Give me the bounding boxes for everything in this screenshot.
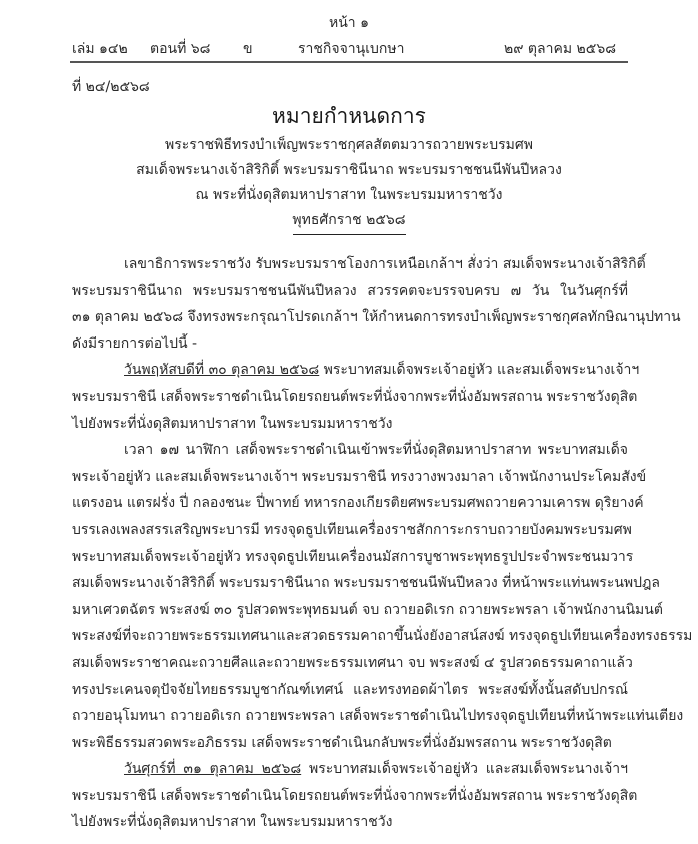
volume-label: เล่ม ๑๔๒: [72, 41, 128, 57]
body-line: แตรงอน แตรฝรั่ง ปี่ กลองชนะ ปี่พาทย์ ทหารกองเกียรติยศพระบรมศพถวายความเคารพ ดุริยางค์: [72, 495, 644, 512]
document-body: [72, 251, 693, 836]
page-number: หน้า ๑: [329, 15, 369, 31]
body-line: เลขาธิการพระราชวัง รับพระบรมราชโองการเหนือเกล้าฯ สั่งว่า สมเด็จพระนางเจ้าสิริกิติ์: [124, 256, 646, 272]
gazette-name: ราชกิจจานุเบกษา: [298, 41, 405, 57]
body-line: ถวายอนุโมทนา ถวายอดิเรก ถวายพระพรลา เสด็จพระราชดำเนินไปทรงจุดธูปเทียนที่หน้าพระแท่นเตียง: [72, 708, 684, 725]
body-line: ทรงประเคนจตุปัจจัยไทยธรรมบูชากัณฑ์เทศน์ และทรงทอดผ้าไตร พระสงฆ์ทั้งนั้นสดับปกรณ์: [72, 681, 628, 698]
body-line: พระสงฆ์ที่จะถวายพระธรรมเทศนาและสวดธรรมคาถาขึ้นนั่งยังอาสน์สงฆ์ ทรงจุดธูปเทียนเครื่องทรงธรรม: [72, 628, 693, 645]
subtitle-year: พุทธศักราช ๒๕๖๘: [292, 212, 406, 228]
body-line: พระบรมราชินี เสด็จพระราชดำเนินโดยรถยนต์พระที่นั่งจากพระที่นั่งอัมพรสถาน พระราชวังดุสิต: [72, 787, 638, 804]
body-line: ดังมีรายการต่อไปนี้ -: [72, 335, 198, 352]
body-line: ๓๑ ตุลาคม ๒๕๖๘ จึงทรงพระกรุณาโปรดเกล้าฯ ให้กำหนดการทรงบำเพ็ญพระราชกุศลทักษิณานุปทาน: [72, 309, 681, 326]
subtitle-line: สมเด็จพระนางเจ้าสิริกิติ์ พระบรมราชินีนาถ พระบรมราชชนนีพันปีหลวง: [136, 162, 562, 178]
body-line: เวลา ๑๗ นาฬิกา เสด็จพระราชดำเนินเข้าพระที่นั่งดุสิตมหาปราสาท พระบาทสมเด็จ: [124, 442, 628, 459]
subtitle-line: พระราชพิธีทรงบำเพ็ญพระราชกุศลสัตตมวารถวายพระบรมศพ: [165, 137, 533, 153]
schedule-date-thursday: วันพฤหัสบดีที่ ๓๐ ตุลาคม ๒๕๖๘: [124, 362, 320, 379]
body-line: มหาเศวตฉัตร พระสงฆ์ ๓๐ รูปสวดพระพุทธมนต์ จบ ถวายอดิเรก ถวายพระพรลา เจ้าพนักงานนิมนต์: [72, 601, 663, 618]
document-number: ที่ ๒๔/๒๕๖๘: [72, 79, 150, 95]
header-divider: [70, 61, 628, 63]
body-line: พระบรมราชินี เสด็จพระราชดำเนินโดยรถยนต์พระที่นั่งจากพระที่นั่งอัมพรสถาน พระราชวังดุสิต: [72, 388, 638, 405]
section-label: ข: [243, 41, 253, 57]
document-title: หมายกำหนดการ: [272, 104, 426, 128]
subtitle-line: ณ พระที่นั่งดุสิตมหาปราสาท ในพระบรมมหาราชวัง: [195, 187, 503, 203]
issue-label: ตอนที่ ๖๘: [150, 41, 211, 57]
body-line: บรรเลงเพลงสรรเสริญพระบารมี ทรงจุดธูปเทียนเครื่องราชสักการะกราบถวายบังคมพระบรมศพ: [72, 521, 632, 538]
body-line: สมเด็จพระราชาคณะถวายศีลและถวายพระธรรมเทศนา จบ พระสงฆ์ ๔ รูปสวดธรรมคาถาแล้ว: [72, 654, 633, 671]
schedule-heading-line: [72, 357, 640, 384]
gazette-date: ๒๙ ตุลาคม ๒๕๖๘: [504, 41, 617, 57]
body-line: พระบรมราชินีนาถ พระบรมราชชนนีพันปีหลวง สวรรคตจะบรรจบครบ ๗ วัน ในวันศุกร์ที่: [72, 282, 629, 299]
schedule-lead-text: พระบาทสมเด็จพระเจ้าอยู่หัว และสมเด็จพระนางเจ้าฯ: [319, 362, 640, 379]
schedule-date-friday: วันศุกร์ที่ ๓๑ ตุลาคม ๒๕๖๘: [124, 761, 302, 778]
body-line: ไปยังพระที่นั่งดุสิตมหาปราสาท ในพระบรมมหาราชวัง: [72, 814, 393, 831]
schedule-lead-text: พระบาทสมเด็จพระเจ้าอยู่หัว และสมเด็จพระนางเจ้าฯ: [301, 761, 628, 778]
title-divider: [293, 234, 406, 235]
body-line: ไปยังพระที่นั่งดุสิตมหาปราสาท ในพระบรมมหาราชวัง: [72, 415, 393, 432]
body-line: พระบาทสมเด็จพระเจ้าอยู่หัว ทรงจุดธูปเทียนเครื่องนมัสการบูชาพระพุทธรูปประจำพระชนมวาร: [72, 548, 634, 565]
schedule-heading-line: [72, 756, 628, 783]
body-line: สมเด็จพระนางเจ้าสิริกิติ์ พระบรมราชินีนาถ พระบรมราชชนนีพันปีหลวง ที่หน้าพระแท่นพระนพปฎล: [72, 575, 661, 592]
body-line: พระพิธีธรรมสวดพระอภิธรรม เสด็จพระราชดำเนินกลับพระที่นั่งอัมพรสถาน พระราชวังดุสิต: [72, 734, 612, 751]
body-line: พระเจ้าอยู่หัว และสมเด็จพระนางเจ้าฯ พระบรมราชินี ทรงวางพวงมาลา เจ้าพนักงานประโคมสังข์: [72, 468, 647, 485]
